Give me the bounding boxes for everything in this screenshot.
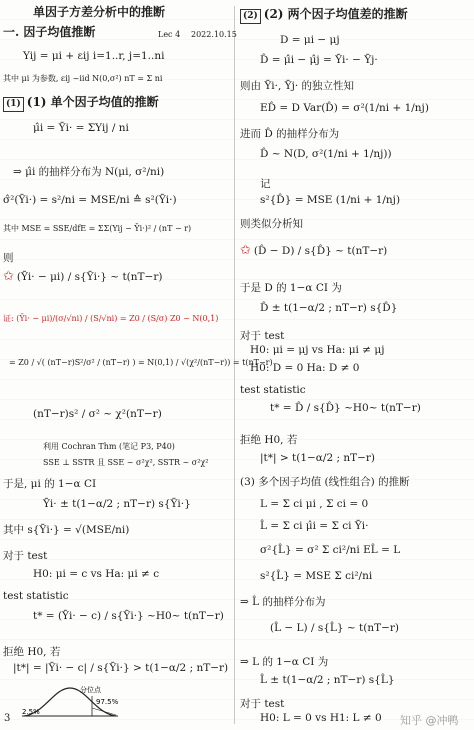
d-variance-estimate: s²{D̂} = MSE (1/ni + 1/nj) [260,194,401,206]
right-area-label: 97.5% [96,698,119,706]
lecture-date: 2022.10.15 [191,30,237,39]
right-column [240,4,470,726]
watermark: 知乎 @冲鸭 [400,714,459,727]
d-reject-label: 拒绝 H0, 若 [240,434,298,446]
subsection-heading-2: (2) (2) 两个因子均值差的推断 [240,8,408,24]
independence-note: SSE ⊥ SSTR 且 SSE ~ σ²χ², SSTR ~ σ²χ² [43,458,209,467]
d-definition: D = μi − μj [280,34,340,46]
l-dist-heading: ⇒ L̂ 的抽样分布为 [240,596,326,608]
d-ci-formula: D̂ ± t(1−α/2 ; nT−r) s{D̂} [260,302,398,314]
d-test-statistic-label: test statistic [240,384,306,396]
l-ci-heading: ⇒ L 的 1−α CI 为 [240,656,329,668]
d-hypotheses-2: H0: D = 0 Ha: D ≠ 0 [250,362,360,374]
l-test-heading: 对于 test [240,698,285,710]
d-hypotheses-1: H0: μi = μj vs Ha: μi ≠ μj [250,344,385,356]
page-title: 单因子方差分析中的推断 [33,5,166,19]
test-statistic-label: test statistic [3,590,69,602]
analogy-line: 则类似分析知 [240,218,303,230]
lecture-tag: Lec 4 [158,30,181,39]
test-statistic-formula: t* = (Ȳi· − c) / s{Ȳi·} ~H0~ t(nT−r) [33,610,224,622]
reject-label: 拒绝 H0, 若 [3,646,61,658]
l-ci-formula: L̂ ± t(1−α/2 ; nT−r) s{L̂} [260,674,395,686]
d-estimator: D̂ = μ̂i − μ̂j = Ȳi· − Ȳj· [260,54,378,66]
test-heading: 对于 test [3,550,48,562]
then-label: 则 [3,252,14,264]
star-icon-2: ✩ [240,243,251,258]
cochran-note: 利用 Cochran Thm (笔记 P3, P40) [43,442,175,451]
left-tail-label: 2.5% [22,708,40,716]
estimator-formula: μ̂i = Ȳi· = ΣYij / ni [33,122,129,134]
d-t-result: ✩ (D̂ − D) / s{D̂} ~ t(nT−r) [240,243,388,258]
sampling-distribution: ⇒ μ̂i 的抽样分布为 N(μi, σ²/ni) [13,166,165,178]
d-test-statistic: t* = D̂ / s{D̂} ~H0~ t(nT−r) [270,402,421,414]
model-assumption: 其中 μi 为参数, εij ~iid N(0,σ²) nT = Σ ni [3,74,163,83]
subsection-heading-3: (3) 多个因子均值 (线性组合) 的推断 [240,476,410,488]
chi-square-result: (nT−r)s² / σ² ~ χ²(nT−r) [33,408,162,420]
l-t-result: (L̂ − L) / s{L̂} ~ t(nT−r) [270,622,400,634]
model-equation: Yij = μi + εij i=1..r, j=1..ni [23,50,165,62]
subsection-heading: (1) (1) 单个因子均值的推断 [3,96,159,112]
hypotheses: H0: μi = c vs Ha: μi ≠ c [33,568,160,580]
l-variance-estimate: s²{L̂} = MSE Σ ci²/ni [260,570,373,582]
proof-line-2: = Z0 / √( (nT−r)S²/σ² / (nT−r) ) = N(0,1) / √(χ²/(nT−r)) = t(nT−r) [9,358,273,367]
standard-error-formula: 其中 s{Ȳi·} = √(MSE/ni) [3,524,130,536]
l-variance: σ²{L̂} = σ² Σ ci²/ni EL̂ = L [260,544,401,556]
reject-rule: |t*| = |Ȳi· − c| / s{Ȳi·} > t(1−α/2 ; nT−r) [13,662,229,674]
d-dist-heading: 进而 D̂ 的抽样分布为 [240,128,340,140]
d-moments: ED̂ = D Var(D̂) = σ²(1/ni + 1/nj) [260,102,429,114]
d-ci-heading: 于是 D 的 1−α CI 为 [240,282,342,294]
quantile-label: 分位点 [80,686,101,694]
l-estimator: L̂ = Σ ci μ̂i = Σ ci Ȳi· [260,520,369,532]
variance-estimate: σ̂²(Ȳi·) = s²/ni = MSE/ni ≙ s²(Ȳi·) [3,194,177,206]
section-heading: 一. 因子均值推断 [3,25,96,39]
ci-heading: 于是, μi 的 1−α CI [3,478,97,490]
independence-line: 则由 Ȳi·, Ȳj· 的独立性知 [240,80,355,92]
star-icon: ✩ [3,269,14,284]
l-definition: L = Σ ci μi , Σ ci = 0 [260,498,369,510]
proof-line-1: 证: (Ȳi· − μi)/(σ/√ni) / (S/√ni) = Z0 / (S/σ) Z0 ~ N(0,1) [3,314,219,323]
notation-label: 记 [260,178,271,190]
d-test-heading: 对于 test [240,330,285,342]
ci-formula: Ȳi· ± t(1−α/2 ; nT−r) s{Ȳi·} [43,498,191,510]
t-statistic-result: ✩ (Ȳi· − μi) / s{Ȳi·} ~ t(nT−r) [3,269,163,284]
d-distribution: D̂ ~ N(D, σ²(1/ni + 1/nj)) [260,148,392,160]
mse-definition: 其中 MSE = SSE/dfE = ΣΣ(Yij − Ȳi·)² / (nT − r) [3,224,192,233]
l-hypotheses: H0: L = 0 vs H1: L ≠ 0 [260,712,382,724]
page-number: 3 [4,713,11,724]
bell-curve-sketch [22,684,118,718]
d-reject-rule: |t*| > t(1−α/2 ; nT−r) [260,452,376,464]
